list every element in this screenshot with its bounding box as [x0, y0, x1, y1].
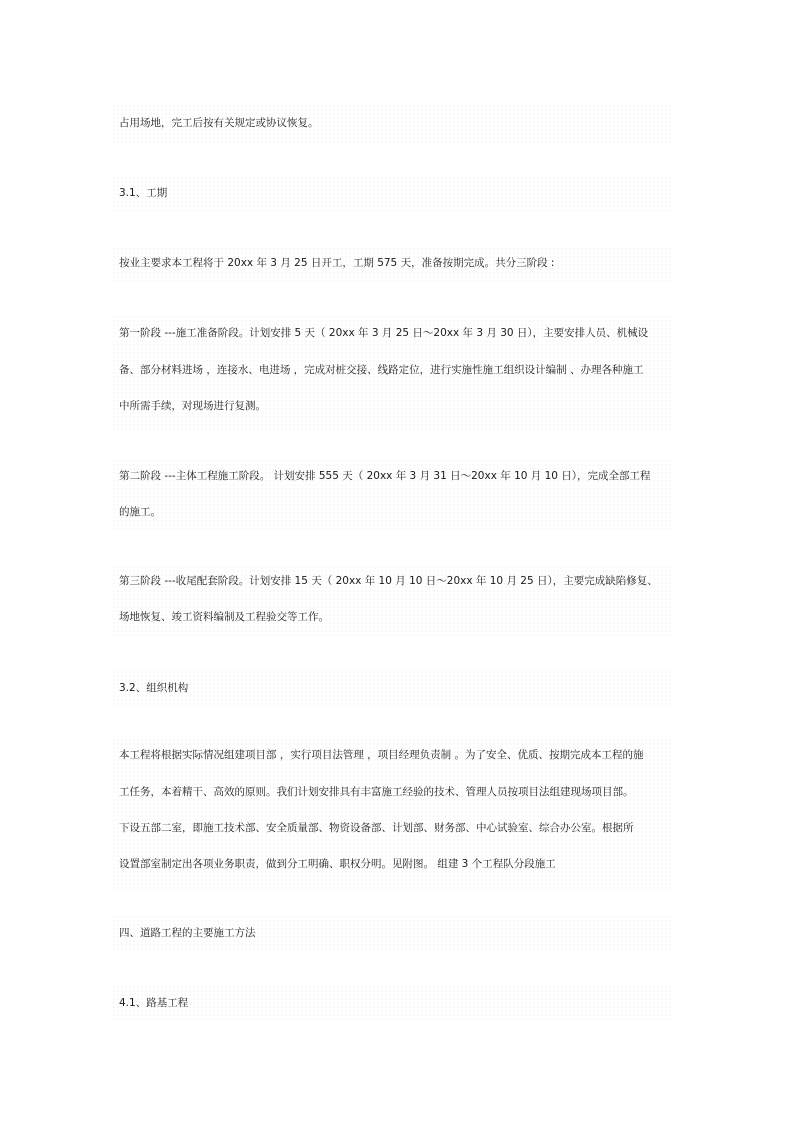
- paragraph-line: 第一阶段 ---施工准备阶段。计划安排 5 天（ 20xx 年 3 月 25 日～20xx 年 3 月 30 日），主要安排人员、机械设: [119, 327, 649, 339]
- text-band: [112, 985, 674, 1021]
- paragraph-line: 场地恢复、竣工资料编制及工程验交等工作。: [119, 611, 329, 623]
- section-heading: 4.1、路基工程: [119, 997, 189, 1009]
- section-heading: 3.2、组织机构: [119, 682, 189, 694]
- paragraph-line: 本工程将根据实际情况组建项目部 ，实行项目法管理 ，项目经理负责制 。为了安全、优质、按期完成本工程的施: [119, 749, 644, 761]
- text-band: [112, 176, 674, 212]
- paragraph-line: 的施工。: [119, 506, 161, 518]
- paragraph-line: 工任务，本着精干、高效的原则。我们计划安排具有丰富施工经验的技术、管理人员按项目法组建现场项目部。: [119, 786, 634, 798]
- section-heading: 3.1、工期: [119, 187, 168, 199]
- paragraph-line: 第三阶段 ---收尾配套阶段。计划安排 15 天（ 20xx 年 10 月 10 日～20xx 年 10 月 25 日），主要完成缺陷修复、: [119, 575, 658, 587]
- paragraph-line: 下设五部二室，即施工技术部、安全质量部、物资设备部、计划部、财务部、中心试验室、综合办公室。根据所: [119, 822, 634, 834]
- chapter-heading: 四、道路工程的主要施工方法: [119, 927, 256, 939]
- paragraph-line: 占用场地，完工后按有关规定或协议恢复。: [119, 117, 319, 129]
- paragraph-line: 第二阶段 ---主体工程施工阶段。 计划安排 555 天（ 20xx 年 3 月 31 日～20xx 年 10 月 10 日），完成全部工程: [119, 470, 651, 482]
- paragraph-line: 备、部分材料进场 ，连接水、电进场 ，完成对桩交接、线路定位，进行实施性施工组织设计编制 、办理各种施工: [119, 364, 644, 376]
- paragraph-line: 按业主要求本工程将于 20xx 年 3 月 25 日开工，工期 575 天，准备按期完成。共分三阶段 :: [119, 257, 555, 269]
- paragraph-line: 中所需手续，对现场进行复测。: [119, 400, 266, 412]
- text-band: [112, 670, 674, 706]
- paragraph-line: 设置部室制定出各项业务职责，做到分工明确、职权分明。见附图。 组建 3 个工程队分段施工: [119, 858, 556, 870]
